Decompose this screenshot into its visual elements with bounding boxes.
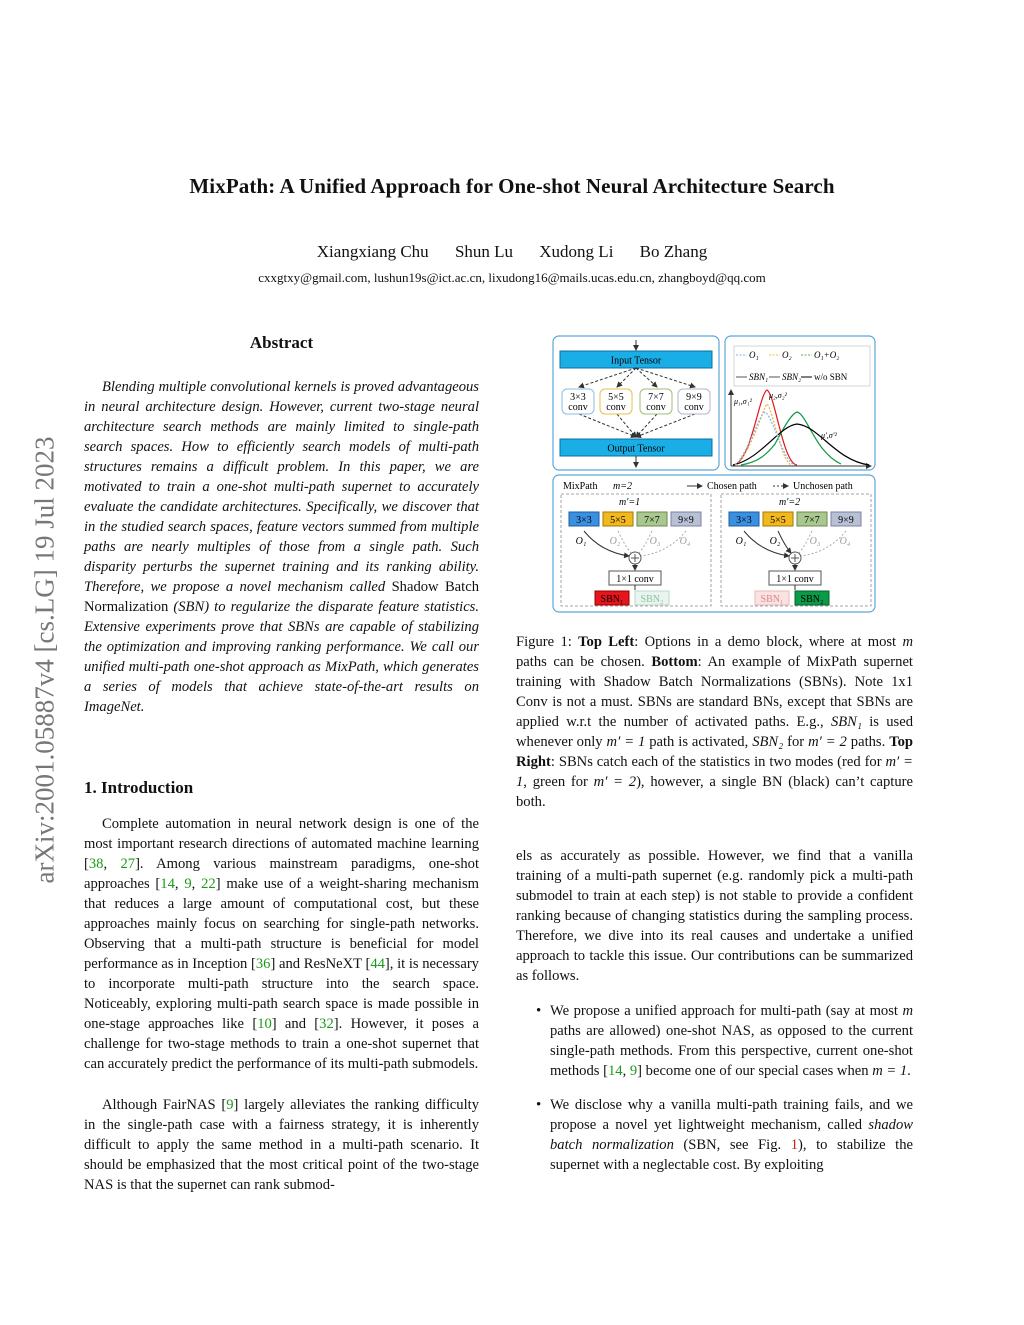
- citation-link[interactable]: 36: [255, 956, 271, 972]
- input-tensor-label: Input Tensor: [610, 355, 662, 367]
- citation-link[interactable]: 14: [607, 1063, 623, 1079]
- contribution-item: • We propose a unified approach for multi-path (say at most m paths are allowed) one-shot NAS, as opposed to the current single-path methods. From this perspective, current one-shot methods [14, 9] become one of our special cases when m = 1.: [516, 1001, 913, 1081]
- op-type-label: conv: [646, 402, 666, 413]
- output-label: O₃: [809, 536, 821, 547]
- sbn-chip-label: SBN₁: [600, 594, 624, 605]
- conv1x1-label: 1×1 conv: [776, 574, 814, 585]
- legend-entry: O₁: [749, 350, 759, 360]
- legend-entry: SBN₂: [782, 372, 802, 382]
- abstract-text: Blending multiple convolutional kernels is proved advantageous in neural architecture design. However, current two-stage neural architecture search methods are mainly limited to single-path search spaces. How to efficiently search models of multi-path structures remains a difficult problem. In this paper, we are motivated to train a one-shot multi-path supernet to accurately evaluate the candidate architectures. Specifically, we discover that in the studied search spaces, feature vectors summed from multiple paths are nearly multiples of those from a single path. Such disparity perturbs the supernet training and its ranking ability. Therefore, we propose a novel mechanism called Shadow Batch Normalization (SBN) to regularize the disparate feature statistics. Extensive experiments prove that SBNs are capable of stabilizing the optimization and improving ranking performance. We call our unified multi-path one-shot approach as MixPath, which generates a series of models that achieve state-of-the-art results on ImageNet.: [84, 379, 479, 715]
- mprime-1-label: m′=1: [619, 497, 641, 508]
- stat-label: μ′,σ′²: [821, 431, 837, 440]
- kernel-chip-label: 7×7: [804, 515, 820, 526]
- paper-title: MixPath: A Unified Approach for One-shot Neural Architecture Search: [189, 174, 835, 198]
- sbn-chip-label: SBN₁: [760, 594, 784, 605]
- citation-link[interactable]: 10: [257, 1016, 272, 1032]
- author-name: Shun Lu: [454, 242, 514, 261]
- output-label: O₂: [769, 536, 781, 547]
- op-kernel-label: 7×7: [648, 392, 664, 403]
- legend-entry: O₂: [782, 350, 792, 360]
- m-label: m=2: [613, 481, 632, 492]
- citation-link[interactable]: 9: [629, 1063, 638, 1079]
- citation-link[interactable]: 14: [160, 876, 175, 892]
- kernel-chip-label: 9×9: [838, 515, 854, 526]
- arxiv-sidebar: [20, 360, 70, 960]
- author-name: Xudong Li: [539, 242, 614, 261]
- author-name: Xiangxiang Chu: [316, 242, 429, 261]
- sbn-chip-label: SBN₂: [800, 594, 824, 605]
- chosen-path-legend: Chosen path: [707, 481, 757, 492]
- kernel-chip-label: 7×7: [644, 515, 660, 526]
- output-label: O₄: [679, 536, 691, 547]
- figure-1-diagram: [551, 334, 877, 614]
- contribution-item: • We disclose why a vanilla multi-path training fails, and we propose a novel yet lightweight mechanism, called shadow batch normalization (SBN, see Fig. 1), to stabilize the supernet with a neglectable cost. By exploiting: [516, 1095, 913, 1175]
- legend-entry: SBN₁: [749, 372, 769, 382]
- citation-link[interactable]: 9: [226, 1097, 234, 1113]
- kernel-chip-label: 5×5: [770, 515, 786, 526]
- unchosen-path-legend: Unchosen path: [793, 481, 853, 492]
- figure-ref-link[interactable]: 1: [790, 1137, 799, 1153]
- citation-link[interactable]: 9: [184, 876, 192, 892]
- arxiv-id-stamp: arXiv:2001.05887v4 [cs.LG] 19 Jul 2023: [29, 436, 60, 884]
- sbn-chip-label: SBN₂: [640, 594, 664, 605]
- op-kernel-label: 9×9: [686, 392, 702, 403]
- kernel-chip-label: 3×3: [576, 515, 592, 526]
- kernel-chip-label: 3×3: [736, 515, 752, 526]
- kernel-chip-label: 9×9: [678, 515, 694, 526]
- mprime-2-label: m′=2: [779, 497, 801, 508]
- citation-link[interactable]: 32: [319, 1016, 334, 1032]
- intro-paragraph-1: Complete automation in neural network design is one of the most important research directions of automated machine learning [38, 27]. Among various mainstream paradigms, one-shot approaches [14, 9, 22] make use of a weight-sharing mechanism that reduces a large amount of computational cost, but these approaches mainly focus on searching for single-path networks. Observing that a multi-path structure is beneficial for model performance as in Inception [36] and ResNeXT [44], it is necessary to incorporate multi-path structure into the search space. Noticeably, exploring multi-path search space is made possible in one-stage approaches like [10] and [32]. However, it poses a challenge for two-stage methods to train a one-shot supernet that can accurately predict the performance of its multi-path submodels.: [84, 816, 480, 1072]
- intro-paragraph-2: Although FairNAS [9] largely alleviates the ranking difficulty in the single-path case with a fairness strategy, it is inherently difficult to apply the same method in a multi-path scenario. It should be emphasized that the most critical point of the two-stage NAS is that the supernet can rank submod-: [84, 1097, 479, 1193]
- output-label: O₁: [575, 536, 587, 547]
- contribution-list: [516, 1001, 913, 1189]
- output-label: O₁: [735, 536, 747, 547]
- citation-link[interactable]: 27: [120, 856, 136, 872]
- output-label: O₃: [649, 536, 661, 547]
- section-heading-introduction: 1. Introduction: [84, 778, 194, 797]
- citation-link[interactable]: 44: [370, 956, 385, 972]
- output-label: O₄: [839, 536, 851, 547]
- author-emails: cxxgtxy@gmail.com, lushun19s@ict.ac.cn, lixudong16@mails.ucas.edu.cn, zhangboyd@qq.com: [258, 270, 766, 285]
- op-type-label: conv: [568, 402, 588, 413]
- output-tensor-label: Output Tensor: [607, 443, 665, 455]
- mixpath-label: MixPath: [563, 481, 598, 492]
- abstract-heading: Abstract: [249, 333, 314, 352]
- intro-paragraph-3: els as accurately as possible. However, we find that a vanilla training of a multi-path supernet (e.g. randomly pick a multi-path submodel to train at each step) is not stable to provide a confident ranking because of changing statistics during the sampling process. Therefore, we dive into its real causes and undertake a unified approach to tackle this issue. Our contributions can be summarized as follows.: [516, 848, 913, 984]
- legend-entry: O₁+O₂: [814, 350, 840, 360]
- kernel-chip-label: 5×5: [610, 515, 626, 526]
- citation-link[interactable]: 22: [201, 876, 216, 892]
- figure-1: [551, 334, 877, 614]
- author-list: [0, 242, 1024, 262]
- op-kernel-label: 3×3: [570, 392, 586, 403]
- op-kernel-label: 5×5: [608, 392, 624, 403]
- abstract-emphasis: Shadow Batch Normalization: [84, 579, 479, 615]
- stat-label: μ₁,σ₁²: [734, 397, 752, 406]
- legend-entry: w/o SBN: [814, 372, 848, 382]
- op-type-label: conv: [684, 402, 704, 413]
- citation-link[interactable]: 38: [88, 856, 104, 872]
- op-type-label: conv: [606, 402, 626, 413]
- output-label: O₂: [609, 536, 621, 547]
- figure-1-caption: Figure 1: Top Left: Options in a demo block, where at most m paths can be chosen. Bottom: An example of MixPath supernet training with Shadow Batch Normalizations (SBNs). Note 1x1 Conv is not a must. SBNs are standard BNs, except that SBNs are applied w.r.t the number of activated paths. E.g., SBN₁ is used whenever only m′ = 1 path is activated, SBN₂ for m′ = 2 paths. Top Right: SBNs catch each of the statistics in two modes (red for m′ = 1, green for m′ = 2), however, a single BN (black) can’t capture both.: [516, 634, 914, 810]
- conv1x1-label: 1×1 conv: [616, 574, 654, 585]
- author-name: Bo Zhang: [639, 242, 708, 261]
- stat-label: μ₂,σ₂²: [769, 391, 787, 400]
